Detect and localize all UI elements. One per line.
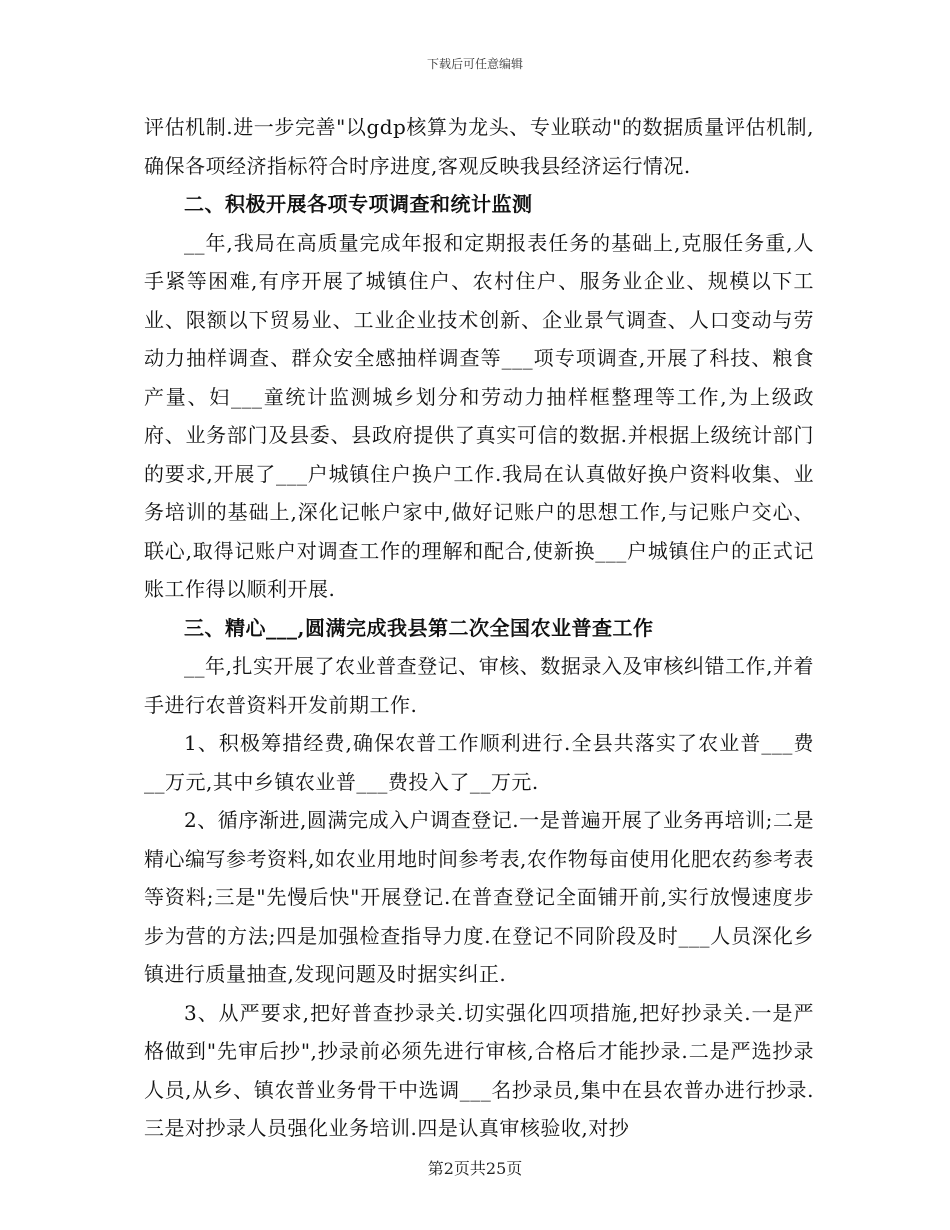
list-item-3: 3、从严要求,把好普查抄录关.切实强化四项措施,把好抄录关.一是严格做到"先审后抄",抄录前必须先进行审核,合格后才能抄录.二是严选抄录人员,从乡、镇农普业务骨干中选调___名抄录员,集中在县农普办进行抄录.三是对抄录人员强化业务培训.四是认真审核验收,对抄 <box>144 1000 814 1140</box>
paragraph: __年,扎实开展了农业普查登记、审核、数据录入及审核纠错工作,并着手进行农普资料开发前期工作. <box>144 654 814 717</box>
paragraph-continuation: 评估机制.进一步完善"以gdp核算为龙头、专业联动"的数据质量评估机制,确保各项经济指标符合时序进度,客观反映我县经济运行情况. <box>144 115 814 178</box>
document-body <box>144 108 814 1148</box>
page-footer: 第2页共25页 <box>427 1159 523 1178</box>
list-item-2: 2、循序渐进,圆满完成入户调查登记.一是普遍开展了业务再培训;二是精心编写参考资料,如农业用地时间参考表,农作物每亩使用化肥农药参考表等资料;三是"先慢后快"开展登记.在普查登记全面铺开前,实行放慢速度步步为营的方法;四是加强检查指导力度.在登记不同阶段及时___人员深化乡镇进行质量抽查,发现问题及时据实纠正. <box>144 808 814 986</box>
list-item-1: 1、积极筹措经费,确保农普工作顺利进行.全县共落实了农业普___费__万元,其中乡镇农业普___费投入了__万元. <box>144 731 814 794</box>
paragraph: __年,我局在高质量完成年报和定期报表任务的基础上,克服任务重,人手紧等困难,有序开展了城镇住户、农村住户、服务业企业、规模以下工业、限额以下贸易业、工业企业技术创新、企业景气调查、人口变动与劳动力抽样调查、群众安全感抽样调查等___项专项调查,开展了科技、粮食产量、妇___童统计监测城乡划分和劳动力抽样框整理等工作,为上级政府、业务部门及县委、县政府提供了真实可信的数据.并根据上级统计部门的要求,开展了___户城镇住户换户工作.我局在认真做好换户资料收集、业务培训的基础上,深化记帐户家中,做好记账户的思想工作,与记账户交心、联心,取得记账户对调查工作的理解和配合,使新换___户城镇住户的正式记账工作得以顺利开展. <box>144 230 814 601</box>
section-heading-2: 二、积极开展各项专项调查和统计监测 <box>184 192 533 216</box>
page-header: 下载后可任意编辑 <box>426 57 523 71</box>
section-heading-3: 三、精心___,圆满完成我县第二次全国农业普查工作 <box>184 615 654 640</box>
